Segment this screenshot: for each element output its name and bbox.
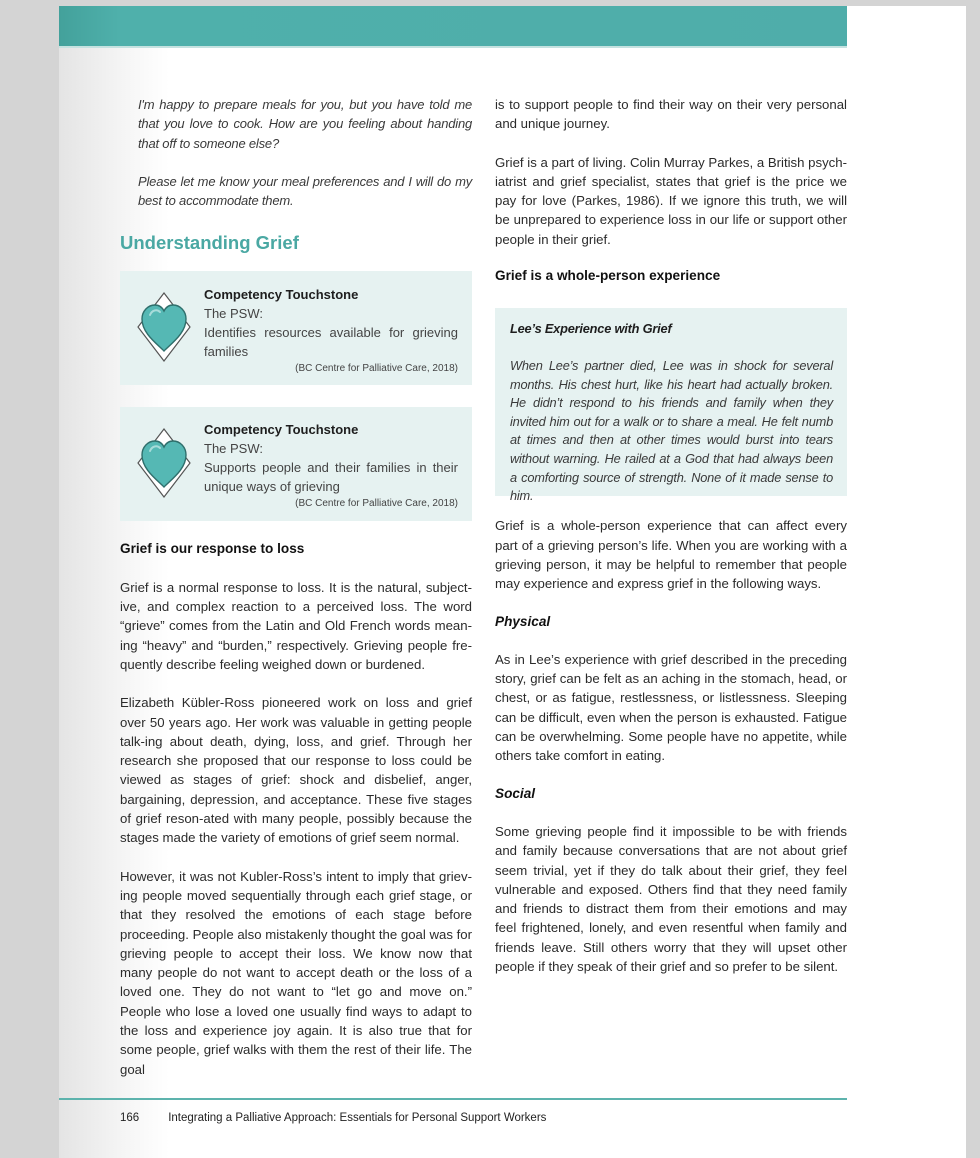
story-body: When Lee’s partner died, Lee was in shock for several months. His chest hurt, like his heart had actually broken. He didn’t respond to his friends and family when they invited him out for a walk or to share a meal. He felt numb at times and then at other times would burst into tears without warning. He railed at a God that had always been a comforting source of strength. None of it made sense to him.	[510, 357, 833, 504]
paragraph-physical: As in Lee’s experience with grief described in the preceding story, grief can be felt as an aching in the stomach, head, or chest, or as fatigue, restlessness, or listlessness. Sleeping can be difficult, even when the person is exhausted. Fatigue can be overwhelming. Some people have no appetite, while others take comfort in eating.	[495, 651, 847, 764]
paragraph-whole-person: Grief is a whole-person experience that can affect every part of a grieving person’s life. When you are working with a grieving person, it may be helpful to remember that people may experience and express grief in the following ways.	[495, 518, 847, 592]
right-column	[495, 95, 847, 976]
left-column	[120, 95, 472, 1079]
paragraph-grief-normal: Grief is a normal response to loss. It is the natural, subject-ive, and complex reaction to a perceived loss. The word “grieve” comes from the Latin and Old French words mean-ing “heavy” and “burden,” respectively. Grieving people fre-quently describe feeling weighed down or burdened.	[120, 579, 472, 672]
touchstone-title: Competency Touchstone	[204, 422, 359, 438]
subheading-grief-response: Grief is our response to loss	[120, 541, 305, 557]
paragraph-social: Some grieving people find it impossible to be with friends and family because conversations that are not about grief seem trivial, yet if they do talk about their grief, they feel vulnerable and exposed. Others find that they need family and friends to distract them from their emotions and may feel frightened, lonely, and even resentful when family and friends leave. Still others worry that they will upset other people if they speak of their grief and so prefer to be silent.	[495, 823, 847, 975]
touchstone-title: Competency Touchstone	[204, 287, 359, 303]
paragraph-parkes: Grief is a part of living. Colin Murray Parkes, a British psych-iatrist and grief specialist, states that grief is the price we pay for love (Parkes, 1986). If we ignore this truth, we will be unprepared to experience loss in our life or support other people in their grief.	[495, 154, 847, 247]
heart-diamond-icon	[136, 291, 192, 363]
touchstone-citation: (BC Centre for Palliative Care, 2018)	[295, 363, 458, 375]
competency-touchstone-box-2	[120, 407, 472, 521]
paragraph-stages-intent: However, it was not Kubler-Ross’s intent to imply that griev-ing people moved sequentially through each grief stage, or that they resolved the emotions of each stage before proceeding. People also mistakenly thought the goal was for grieving people to accept their loss. We know now that many people do not want to accept death or the loss of a loved one. They do not want to “let go and move on.” People who lose a loved one usually find ways to adapt to the loss and experience joy again. It is also true that for some people, grief walks with them the rest of their life. The goal	[120, 868, 472, 1077]
touchstone-citation: (BC Centre for Palliative Care, 2018)	[295, 498, 458, 510]
story-box-lee	[495, 308, 847, 504]
competency-touchstone-box-1	[120, 271, 472, 385]
paragraph-kubler-ross: Elizabeth Kübler-Ross pioneered work on loss and grief over 50 years ago. Her work was valuable in getting people talk-ing about death, dying, loss, and grief. Through her research she proposed that our response to loss could be viewed as stages of grief: shock and disbelief, anger, bargaining, depression, and acceptance. These five stages of grief reson-ated with many people, possibly because the stages made the variety of emotions of grief seem normal.	[120, 695, 472, 846]
story-title: Lee’s Experience with Grief	[510, 321, 672, 337]
subheading-social: Social	[495, 785, 536, 801]
touchstone-body: Identifies resources available for grieving families	[204, 325, 458, 360]
book-title: Integrating a Palliative Approach: Essentials for Personal Support Workers	[168, 1112, 547, 1124]
subheading-physical: Physical	[495, 613, 551, 629]
page-footer	[120, 1112, 546, 1124]
dialogue-quote-2: Please let me know your meal preferences and I will do my best to accommodate them.	[138, 173, 472, 209]
subheading-whole-person: Grief is a whole-person experience	[495, 268, 721, 284]
touchstone-subtitle: The PSW:	[204, 441, 264, 457]
touchstone-body: Supports people and their families in their unique ways of grieving	[204, 460, 458, 495]
touchstone-subtitle: The PSW:	[204, 306, 264, 322]
dialogue-quote-1: I'm happy to prepare meals for you, but you have told me that you love to cook. How are you feeling about handing that off to someone else?	[138, 97, 472, 151]
heart-diamond-icon	[136, 427, 192, 499]
paragraph-continued: is to support people to find their way on their very personal and unique journey.	[495, 97, 847, 132]
footer-divider	[59, 1098, 847, 1100]
section-title: Understanding Grief	[120, 232, 299, 254]
page-number: 166	[120, 1112, 140, 1124]
header-color-bar	[59, 6, 847, 48]
